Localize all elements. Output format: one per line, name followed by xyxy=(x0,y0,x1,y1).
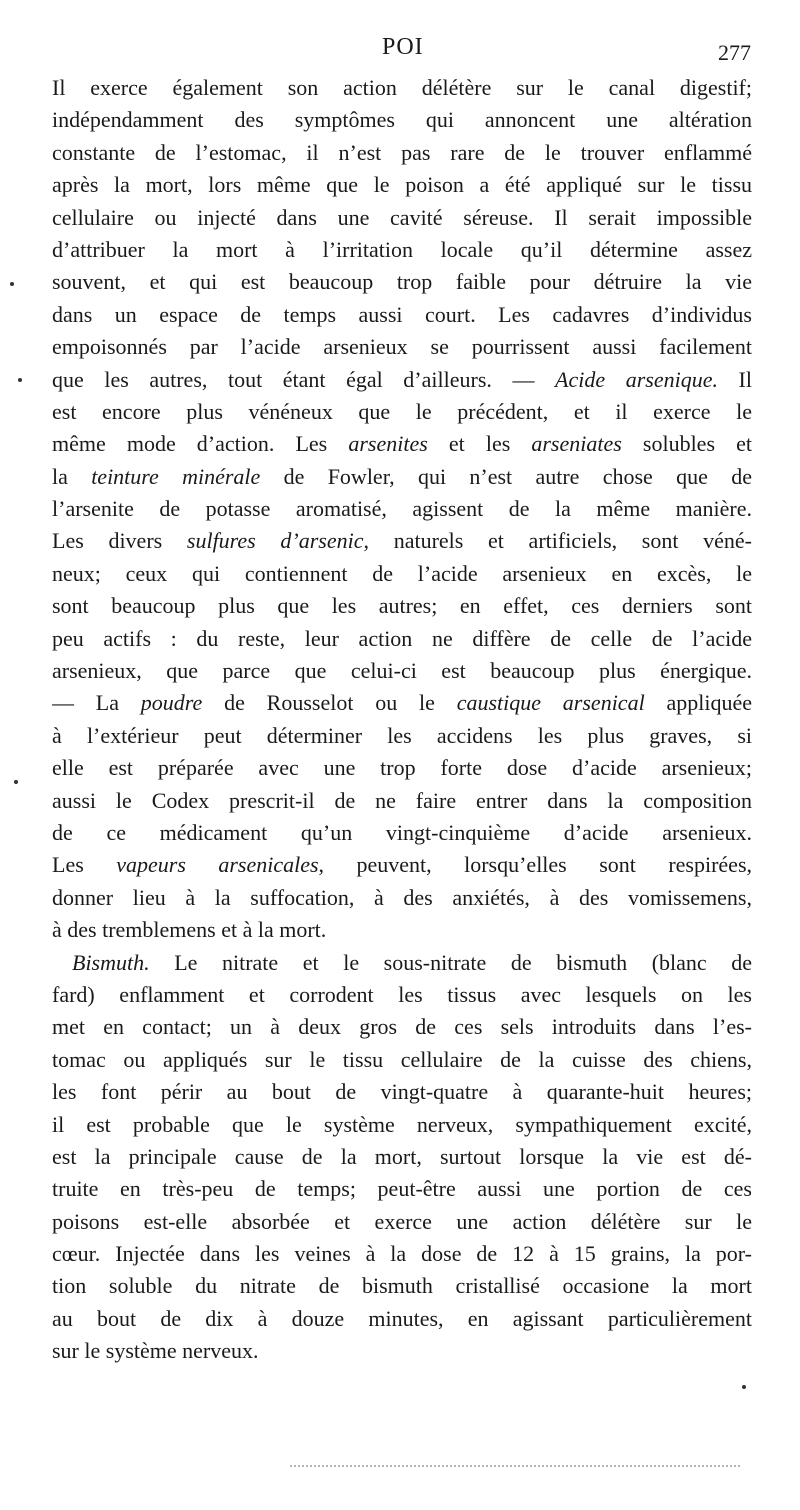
text-segment: , peuvent, lorsqu’elles sont respirées, xyxy=(318,852,752,878)
text-segment: est encore plus vénéneux que le précédent, et il exerce le xyxy=(52,398,752,424)
text-segment: que les autres, tout étant égal d’ailleurs. — xyxy=(52,366,556,392)
text-segment: de ce médicament qu’un vingt-cinquième d’acide arsenieux. xyxy=(52,819,752,845)
text-segment: est la principale cause de la mort, surtout lorsque la vie est dé- xyxy=(52,1143,752,1169)
text-segment: souvent, et qui est beaucoup trop faible pour détruire la vie xyxy=(52,269,752,295)
text-line xyxy=(52,137,752,169)
margin-speck xyxy=(18,378,22,382)
text-segment: Les xyxy=(52,852,117,878)
text-segment: truite en très-peu de temps; peut-être aussi une portion de ces xyxy=(52,1176,752,1202)
text-line xyxy=(52,364,752,396)
text-segment: solubles et xyxy=(621,431,752,457)
text-line xyxy=(52,882,752,914)
text-segment: de Rousselot ou le xyxy=(202,690,457,716)
text-segment: à l’extérieur peut déterminer les accidens les plus graves, si xyxy=(52,722,752,748)
text-segment: la xyxy=(52,463,92,489)
text-line xyxy=(52,590,752,622)
page-number: 277 xyxy=(718,40,751,65)
text-segment: d’attribuer la mort à l’irritation locale qu’il détermine assez xyxy=(52,236,752,262)
text-segment: cellulaire ou injecté dans une cavité séreuse. Il serait impossible xyxy=(52,204,752,230)
text-line xyxy=(52,169,752,201)
text-line xyxy=(52,299,752,331)
text-segment: Il exerce également son action délétère sur le canal digestif; xyxy=(52,75,752,100)
text-line xyxy=(52,72,752,104)
text-line xyxy=(52,947,752,979)
margin-speck xyxy=(14,780,18,784)
italic-term: caustique arsenical xyxy=(456,690,645,716)
text-line xyxy=(52,914,752,946)
text-line xyxy=(52,266,752,298)
text-line xyxy=(52,623,752,655)
text-segment: sur le système nerveux. xyxy=(52,1338,259,1364)
text-segment: elle est préparée avec une trop forte dose d’acide arsenieux; xyxy=(52,755,752,781)
margin-speck xyxy=(10,282,14,286)
text-line xyxy=(52,817,752,849)
text-segment: neux; ceux qui contiennent de l’acide arsenieux en excès, le xyxy=(52,560,752,586)
text-segment: poisons est-elle absorbée et exerce une action délétère sur le xyxy=(52,1208,752,1234)
text-segment: aussi le Codex prescrit-il de ne faire entrer dans la composition xyxy=(52,787,752,813)
text-line xyxy=(52,785,752,817)
text-line xyxy=(52,396,752,428)
text-segment: appliquée xyxy=(644,690,752,716)
running-head: POI xyxy=(382,34,424,60)
text-segment: donner lieu à la suffocation, à des anxiétés, à des vomissemens, xyxy=(52,884,752,910)
text-line xyxy=(52,331,752,363)
footer-rule xyxy=(290,1465,740,1467)
text-line xyxy=(52,202,752,234)
text-line xyxy=(52,1270,752,1302)
text-segment: , naturels et artificiels, sont véné- xyxy=(363,528,752,554)
text-line xyxy=(52,525,752,557)
text-segment: l’arsenite de potasse aromatisé, agissent de la même manière. xyxy=(52,496,752,522)
text-line xyxy=(52,428,752,460)
text-line xyxy=(52,104,752,136)
text-segment: constante de l’estomac, il n’est pas rare de le trouver enflammé xyxy=(52,139,752,165)
text-segment: indépendamment des symptômes qui annoncent une altération xyxy=(52,107,752,133)
text-segment: tomac ou appliqués sur le tissu cellulaire de la cuisse des chiens, xyxy=(52,1046,752,1072)
text-segment: fard) enflamment et corrodent les tissus avec lesquels on les xyxy=(52,981,752,1007)
margin-speck xyxy=(742,1385,746,1389)
text-line xyxy=(52,461,752,493)
text-segment: Il xyxy=(717,366,752,392)
text-segment: au bout de dix à douze minutes, en agissant particulièrement xyxy=(52,1305,752,1331)
body-text xyxy=(52,72,752,1368)
text-line xyxy=(52,1303,752,1335)
text-segment: empoisonnés par l’acide arsenieux se pourrissent aussi facilement xyxy=(52,334,752,360)
text-segment: Le nitrate et le sous-nitrate de bismuth (blanc de xyxy=(149,949,752,975)
text-segment: même mode d’action. Les xyxy=(52,431,349,457)
text-segment: arsenieux, que parce que celui-ci est beaucoup plus énergique. xyxy=(52,658,752,684)
text-line xyxy=(52,979,752,1011)
italic-term: poudre xyxy=(140,690,203,716)
text-line xyxy=(52,655,752,687)
text-segment: à des tremblemens et à la mort. xyxy=(52,917,327,943)
text-line xyxy=(52,849,752,881)
text-segment: — La xyxy=(52,690,141,716)
text-segment: cœur. Injectée dans les veines à la dose de 12 à 15 grains, la por- xyxy=(52,1241,752,1267)
text-line xyxy=(52,558,752,590)
text-line xyxy=(52,1109,752,1141)
text-line xyxy=(52,752,752,784)
text-line xyxy=(52,1011,752,1043)
text-line xyxy=(52,1238,752,1270)
text-segment: met en contact; un à deux gros de ces sels introduits dans l’es- xyxy=(52,1014,752,1040)
text-segment: Les divers xyxy=(52,528,187,554)
text-segment: tion soluble du nitrate de bismuth cristallisé occasione la mort xyxy=(52,1273,752,1299)
text-segment: et les xyxy=(427,431,532,457)
text-line xyxy=(52,720,752,752)
text-line xyxy=(52,1141,752,1173)
text-line xyxy=(52,1173,752,1205)
italic-term: Bismuth. xyxy=(72,949,150,975)
italic-term: Acide arsenique. xyxy=(555,366,718,392)
text-segment: sont beaucoup plus que les autres; en effet, ces derniers sont xyxy=(52,593,752,619)
text-segment: après la mort, lors même que le poison a été appliqué sur le tissu xyxy=(52,172,752,198)
italic-term: arsenites xyxy=(348,431,428,457)
italic-term: vapeurs arsenicales xyxy=(116,852,319,878)
text-segment: de Fowler, qui n’est autre chose que de xyxy=(260,463,752,489)
text-segment: il est probable que le système nerveux, sympathiquement excité, xyxy=(52,1111,752,1137)
text-line xyxy=(52,687,752,719)
italic-term: arseniates xyxy=(531,431,622,457)
page-header xyxy=(0,28,800,68)
italic-term: sulfures d’arsenic xyxy=(186,528,364,554)
italic-term: teinture minérale xyxy=(91,463,261,489)
text-segment: dans un espace de temps aussi court. Les cadavres d’individus xyxy=(52,301,752,327)
text-segment: peu actifs : du reste, leur action ne diffère de celle de l’acide xyxy=(52,625,752,651)
text-line xyxy=(52,1044,752,1076)
text-line xyxy=(52,1206,752,1238)
text-line xyxy=(52,1335,752,1367)
text-segment: les font périr au bout de vingt-quatre à quarante-huit heures; xyxy=(52,1079,752,1105)
text-line xyxy=(52,1076,752,1108)
text-line xyxy=(52,493,752,525)
text-line xyxy=(52,234,752,266)
